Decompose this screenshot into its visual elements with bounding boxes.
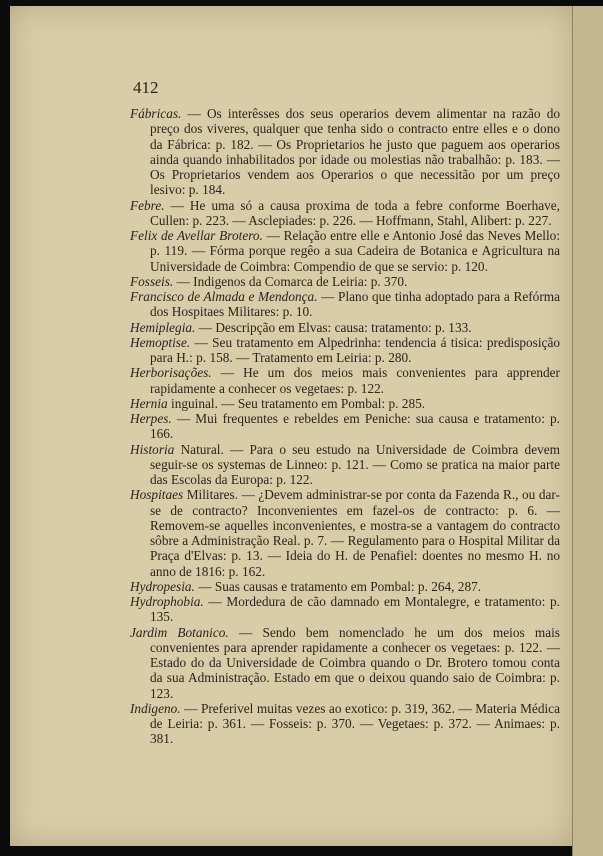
entry-text: — Os interêsses dos seus operarios devem alimentar na razão do preço dos viveres, qualquer que tenha sido o contracto entre elles e o dono da Fábrica: p. 182. — Os Proprietarios he justo que paguem aos operarios ainda quando inhabilitados por idade ou molestias não trabalhão: p. 183. — Os Proprietarios vendem aos Operarios o que necessitão por um preço lesivo: p. 184.: [150, 106, 560, 198]
entry-heading: Herborisações.: [130, 365, 212, 381]
entry-heading: Francisco de Almada e Mendonça.: [130, 289, 318, 304]
index-entry: [130, 289, 560, 320]
entry-heading: Hydrophobia.: [130, 594, 204, 609]
entry-text: — Sendo bem nomenclado he um dos meios mais convenientes para aprender rapidamente a conhecer os vegetaes: p. 122. — Estado do da Universidade de Coimbra quando o Dr. Brotero tomou conta da sua Administração. Estado em que o deixou quando saio de Coimbra: p. 123.: [150, 624, 560, 701]
entry-heading: Hydropesia.: [130, 578, 195, 594]
index-entry: [130, 228, 560, 274]
index-entry: [130, 701, 560, 747]
entry-text: Natural. — Para o seu estudo na Universidade de Coimbra devem seguir-se os systemas de Linneo: p. 121. — Como se pratica na maior parte das Escolas da Europa: p. 122.: [150, 441, 560, 487]
index-entry: [130, 106, 560, 198]
entry-heading: Felix de Avellar Brotero.: [130, 228, 263, 243]
index-entry: [130, 365, 560, 396]
entry-text: — Mui frequentes e rebeldes em Peniche: sua causa e tratamento: p. 166.: [150, 411, 560, 442]
index-entry: [130, 411, 560, 442]
entry-text: — Descripção em Elvas: causa: tratamento: p. 133.: [195, 319, 472, 335]
entry-text: — Mordedura de cão damnado em Montalegre, e tratamento: p. 135.: [150, 594, 560, 625]
entry-heading: Fábricas.: [130, 106, 182, 121]
entry-heading: Jardim Botanico.: [130, 624, 229, 640]
entry-text: — He um dos meios mais convenientes para apprender rapidamente a conhecer os vegetaes: p. 122.: [150, 365, 560, 396]
entry-heading: Hemiplegia.: [130, 319, 196, 335]
entry-heading: Hernia: [130, 395, 168, 411]
index-entry: [130, 396, 560, 411]
index-entry: [130, 335, 560, 366]
entry-heading: Indigeno.: [130, 700, 181, 716]
index-entry: [130, 579, 560, 594]
index-entry: [130, 198, 560, 229]
entry-text: inguinal. — Seu tratamento em Pombal: p. 285.: [167, 395, 426, 411]
entry-heading: Febre.: [130, 197, 165, 213]
entry-text: — Plano que tinha adoptado para a Refórma dos Hospitaes Militares: p. 10.: [150, 289, 560, 320]
index-entry: [130, 442, 560, 488]
index-entries: [130, 106, 560, 747]
entry-heading: Herpes.: [130, 411, 172, 426]
entry-text: — Seu tratamento em Alpedrinha: tendencia á tisica: predisposição para H.: p. 158. — Tratamento em Leiria: p. 280.: [150, 334, 560, 365]
entry-text: — Suas causas e tratamento em Pombal: p. 264, 287.: [194, 578, 482, 594]
entry-heading: Fosseis.: [130, 273, 174, 289]
adjacent-page-edge: [572, 6, 603, 856]
entry-text: — He uma só a causa proxima de toda a febre conforme Boerhave, Cullen: p. 223. — Asclepiades: p. 226. — Hoffmann, Stahl, Alibert: p. 227.: [150, 197, 560, 228]
entry-heading: Hospitaes: [130, 487, 184, 503]
entry-text: — Relação entre elle e Antonio José das Neves Mello: p. 119. — Fórma porque regêo a sua Cadeira de Botanica e Agricultura na Universidade de Coimbra: Compendio de que se servio: p. 120.: [150, 228, 561, 274]
index-entry: [130, 625, 560, 701]
entry-heading: Historia: [130, 441, 175, 457]
index-entry: [130, 320, 560, 335]
entry-text: — Preferivel muitas vezes ao exotico: p. 319, 362. — Materia Médica de Leiria: p. 361. — Fosseis: p. 370. — Vegetaes: p. 372. — Animaes: p. 381.: [150, 700, 560, 747]
entry-text: — Indigenos da Comarca de Leiria: p. 370.: [173, 273, 408, 289]
index-entry: [130, 274, 560, 289]
entry-text: Militares. — ¿Devem administrar-se por conta da Fazenda R., ou dar-se de contracto? Inconvenientes em fazel-os de contracto: p. 6. — Removem-se aquelles inconvenientes, e mostra-se a vantagem do contracto sôbre a Administração Real. p. 7. — Regulamento para o Hospital Militar da Praça d'Elvas: p. 13. — Ideia do H. de Penafiel: doentes no mesmo H. no anno de 1816: p. 162.: [150, 487, 560, 579]
index-entry: [130, 487, 560, 579]
page-number: 412: [133, 78, 159, 97]
entry-heading: Hemoptise.: [130, 334, 191, 350]
index-entry: [130, 594, 560, 625]
